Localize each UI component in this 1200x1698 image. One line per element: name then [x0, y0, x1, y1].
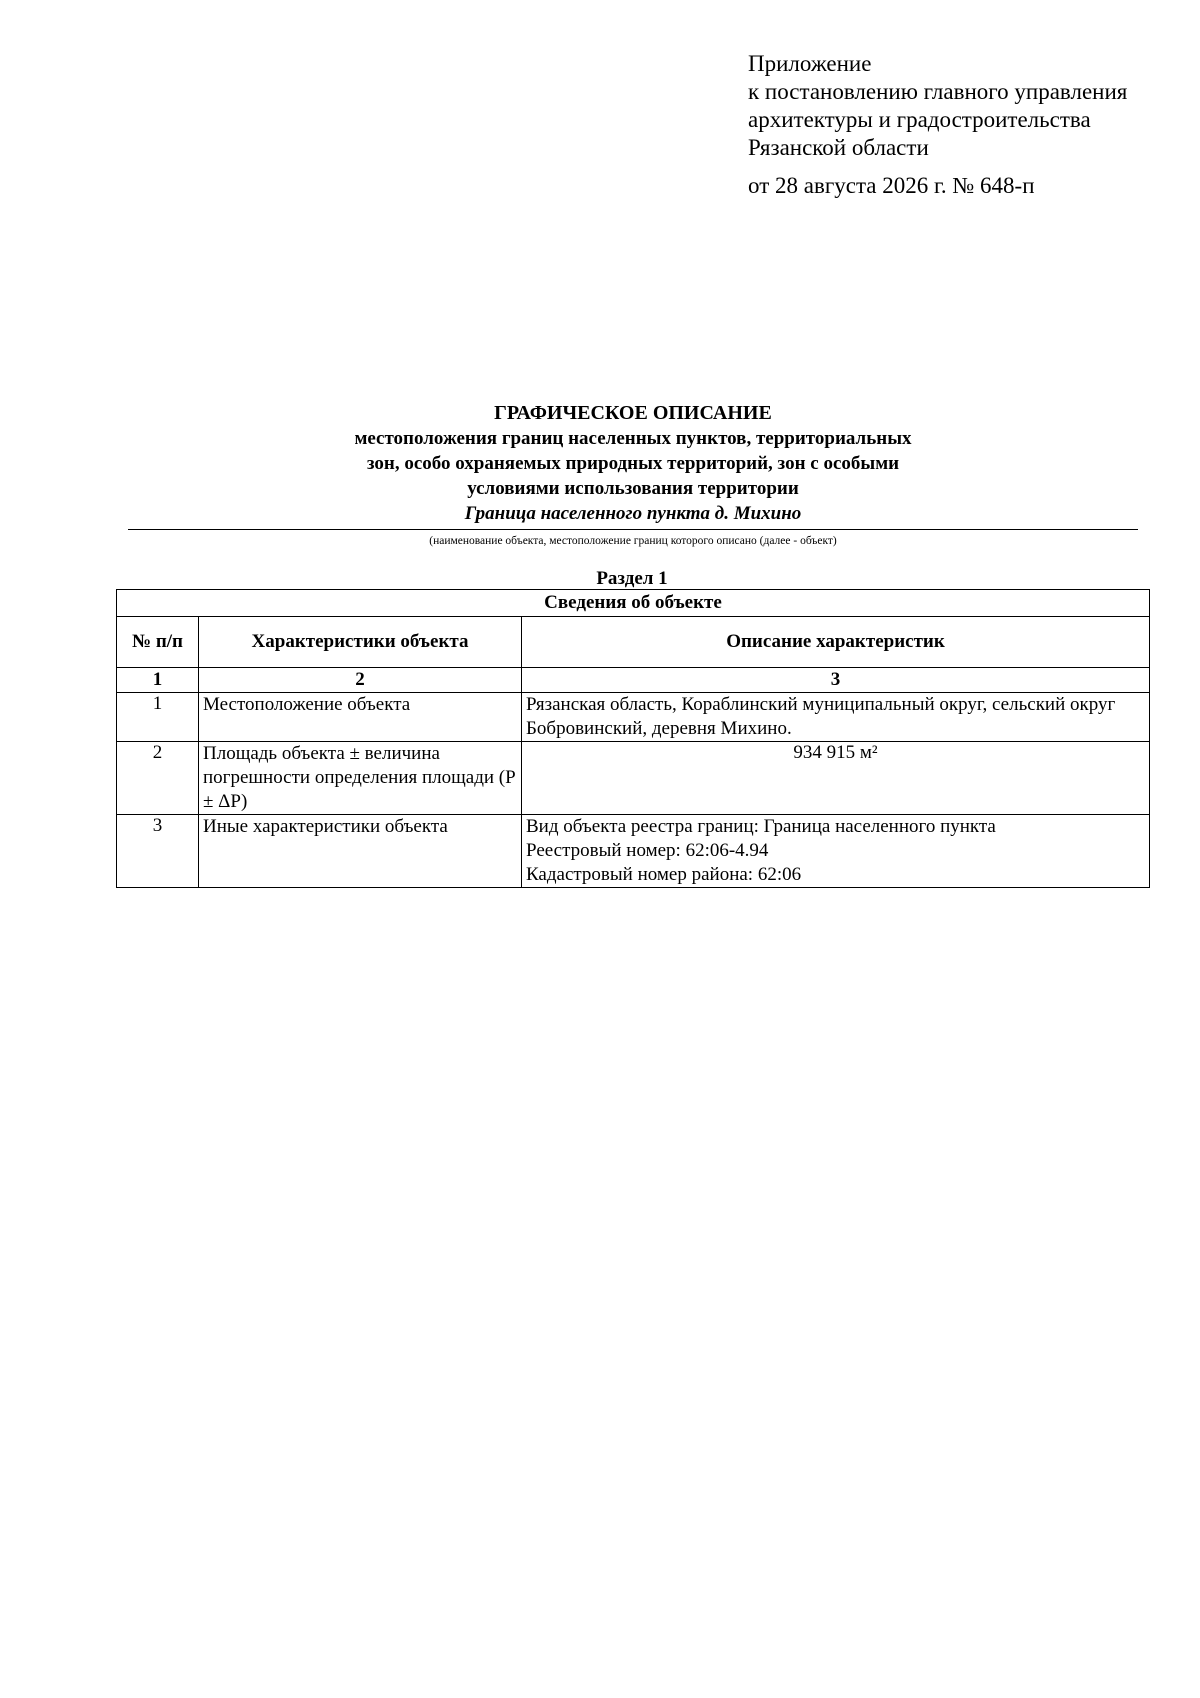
appendix-line: Приложение	[748, 51, 872, 76]
row-number: 1	[117, 693, 199, 742]
table-header-row	[117, 617, 1150, 668]
object-name-underline	[128, 529, 1138, 530]
header-number: № п/п	[117, 617, 199, 668]
title-block	[128, 400, 1138, 548]
table-index-row	[117, 668, 1150, 693]
description-line: Кадастровый номер района: 62:06	[526, 864, 802, 885]
document-subtitle-line: зон, особо охраняемых природных территорий, зон с особыми	[366, 453, 900, 474]
row-characteristic: Площадь объекта ± величина погрешности определения площади (P ± ΔP)	[199, 742, 522, 815]
header-characteristic: Характеристики объекта	[199, 617, 522, 668]
appendix-line: архитектуры и градостроительства	[748, 107, 1091, 132]
description-line: Вид объекта реестра границ: Граница населенного пункта	[526, 816, 996, 837]
table-row	[117, 693, 1150, 742]
row-description	[522, 742, 1150, 815]
table-row	[117, 742, 1150, 815]
description-line: Рязанская область, Кораблинский муниципальный округ, сельский округ Бобровинский, деревня Михино.	[526, 694, 1116, 739]
object-name: Граница населенного пункта д. Михино	[464, 503, 802, 524]
area-value: 934 915 м²	[793, 742, 878, 763]
document-subtitle-line: местоположения границ населенных пунктов, территориальных	[354, 428, 912, 449]
row-number: 3	[117, 815, 199, 888]
index-cell: 1	[117, 668, 199, 693]
appendix-line: к постановлению главного управления	[748, 79, 1128, 104]
index-cell: 3	[522, 668, 1150, 693]
table-row	[117, 815, 1150, 888]
document-title: ГРАФИЧЕСКОЕ ОПИСАНИЕ	[494, 402, 772, 424]
object-name-caption: (наименование объекта, местоположение границ которого описано (далее - объект)	[429, 535, 837, 547]
object-info-table	[116, 589, 1150, 888]
row-description	[522, 815, 1150, 888]
row-characteristic: Местоположение объекта	[199, 693, 522, 742]
section-title: Раздел 1	[596, 568, 668, 589]
appendix-block	[748, 50, 1178, 200]
table-caption-row	[117, 590, 1150, 617]
row-number: 2	[117, 742, 199, 815]
header-description: Описание характеристик	[522, 617, 1150, 668]
document-subtitle-line: условиями использования территории	[467, 478, 799, 499]
table-caption: Сведения об объекте	[117, 590, 1150, 617]
description-line: Реестровый номер: 62:06-4.94	[526, 840, 769, 861]
row-characteristic: Иные характеристики объекта	[199, 815, 522, 888]
row-description	[522, 693, 1150, 742]
resolution-date: от 28 августа 2026 г. № 648-п	[748, 173, 1035, 198]
appendix-line: Рязанской области	[748, 135, 929, 160]
index-cell: 2	[199, 668, 522, 693]
